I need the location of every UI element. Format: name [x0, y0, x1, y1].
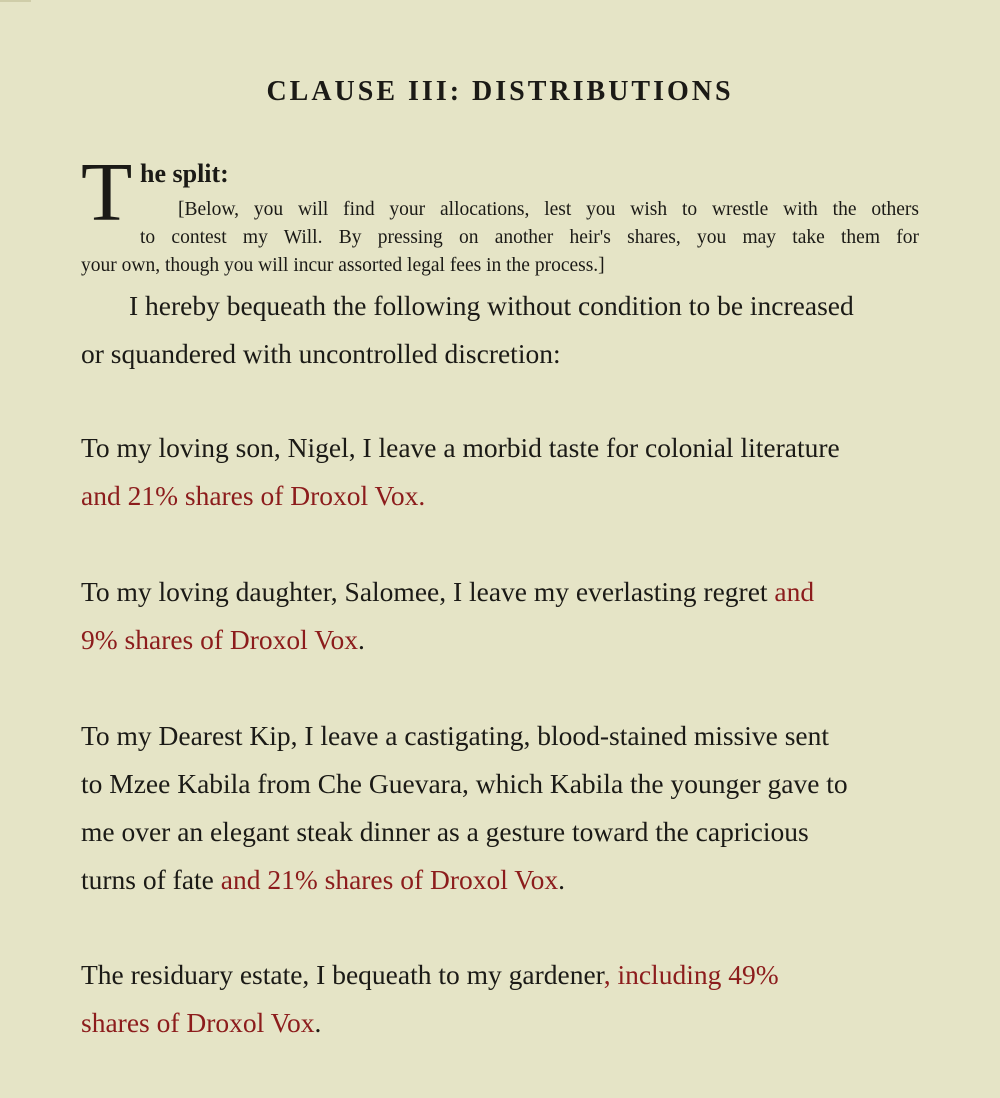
bequest-text: To my loving daughter, Salomee, I leave my everlasting regret — [81, 576, 775, 607]
bequest-text: turns of fate — [81, 864, 221, 895]
bequest-text: . — [558, 864, 565, 895]
note-line: your own, though you will incur assorted legal fees in the process.] — [81, 255, 605, 276]
bequest-text: . — [358, 624, 365, 655]
corner-mark — [0, 0, 31, 2]
kip-shares-link[interactable]: and 21% shares of Droxol Vox — [220, 864, 559, 895]
bequest-nigel — [81, 424, 919, 520]
gardener-shares-link[interactable]: shares of Droxol Vox — [81, 1007, 315, 1038]
bequest-text: To my Dearest Kip, I leave a castigating, blood-stained missive sent — [81, 720, 830, 751]
bequest-text: to Mzee Kabila from Che Guevara, which Kabila the younger gave to — [81, 768, 848, 799]
note-line: to contest my Will. By pressing on another heir's shares, you may take them for — [140, 227, 919, 248]
note-line: [Below, you will find your allocations, lest you wish to wrestle with the others — [178, 199, 919, 220]
bequest-text: . — [314, 1007, 322, 1038]
bequest-kip — [81, 712, 919, 904]
bequest-text: me over an elegant steak dinner as a gesture toward the capricious — [81, 816, 809, 847]
clause-title: CLAUSE III: DISTRIBUTIONS — [266, 76, 734, 107]
gardener-shares-link[interactable]: , including 49% — [603, 959, 779, 990]
bequest-text: The residuary estate, I bequeath to my gardener — [81, 959, 604, 990]
paragraph-line: or squandered with uncontrolled discretion: — [81, 338, 561, 369]
nigel-shares-link[interactable]: and 21% shares of Droxol Vox. — [81, 480, 426, 511]
paragraph-line: I hereby bequeath the following without condition to be increased — [129, 290, 854, 321]
bequest-residual — [81, 951, 919, 1047]
instructions-note — [81, 196, 919, 280]
salomee-shares-link[interactable]: and — [774, 576, 815, 607]
bequest-text: To my loving son, Nigel, I leave a morbid taste for colonial literature — [81, 432, 840, 463]
split-heading: he split: — [140, 159, 229, 188]
bequest-salomee — [81, 568, 919, 664]
bequeath-paragraph — [81, 282, 919, 378]
drop-cap: T — [81, 146, 133, 239]
salomee-shares-link[interactable]: 9% shares of Droxol Vox — [81, 624, 359, 655]
